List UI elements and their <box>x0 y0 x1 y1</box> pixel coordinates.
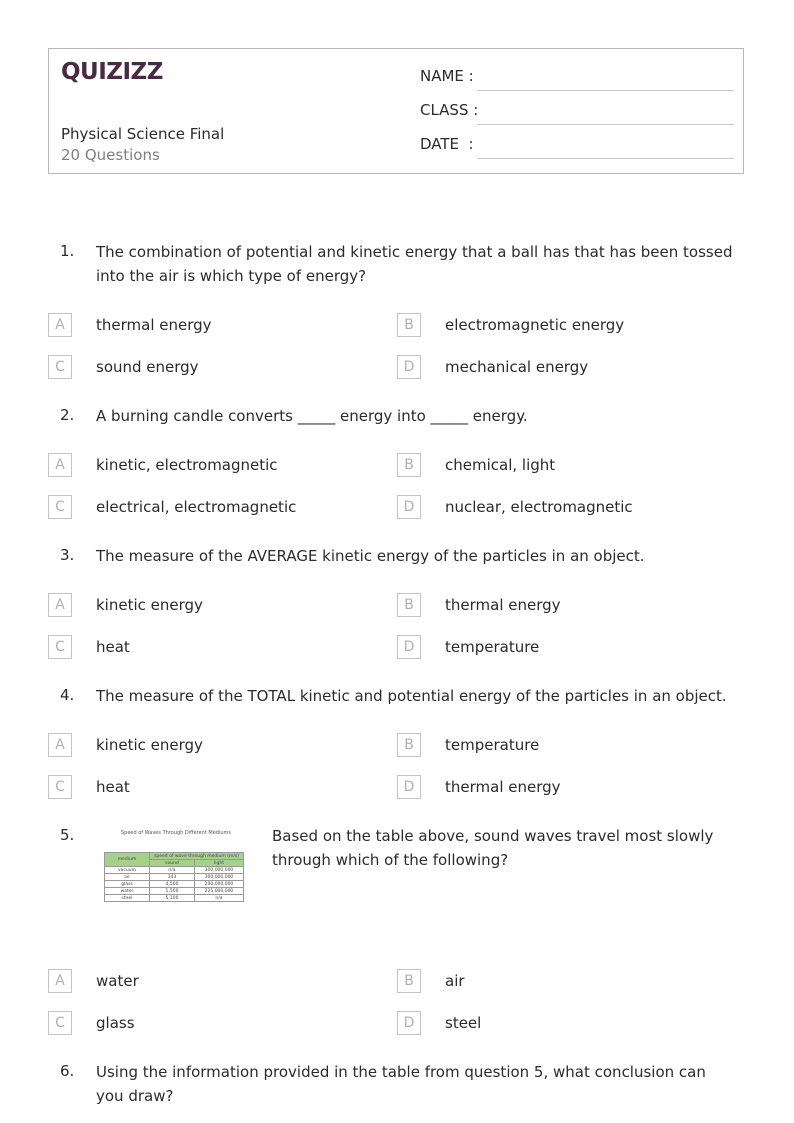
question-text: Based on the table above, sound waves travel most slowly through which of the following? <box>272 827 714 869</box>
option-b-box[interactable]: B <box>397 733 421 757</box>
table-cell: 5,100 <box>150 895 195 902</box>
question-text: Using the information provided in the table from question 5, what conclusion can you draw? <box>96 1063 706 1105</box>
name-field[interactable] <box>420 67 734 91</box>
class-field[interactable] <box>420 101 734 125</box>
name-line <box>477 90 734 91</box>
table-cell: 4,500 <box>150 881 195 888</box>
table-row <box>105 867 244 874</box>
option-a-text: kinetic, electromagnetic <box>96 456 278 474</box>
table-cell: n/a <box>195 895 244 902</box>
date-line <box>477 158 734 159</box>
table-header: sound <box>150 860 195 867</box>
option-c-text: electrical, electromagnetic <box>96 498 297 516</box>
option-b-text: chemical, light <box>445 456 556 474</box>
option-b-text: thermal energy <box>445 596 561 614</box>
option-b-text: air <box>445 972 465 990</box>
option-c-text: heat <box>96 778 130 796</box>
option-a-box[interactable]: A <box>48 969 72 993</box>
name-label: NAME : <box>420 67 474 85</box>
option-d-box[interactable]: D <box>397 775 421 799</box>
option-a-box[interactable]: A <box>48 733 72 757</box>
question-text: The measure of the TOTAL kinetic and potential energy of the particles in an object. <box>96 687 727 705</box>
table-header: medium <box>105 853 150 867</box>
option-c-box[interactable]: C <box>48 355 72 379</box>
option-c-box[interactable]: C <box>48 775 72 799</box>
option-b-box[interactable]: B <box>397 453 421 477</box>
question-number: 4. <box>60 686 75 704</box>
option-c-box[interactable]: C <box>48 635 72 659</box>
table-cell: vacuum <box>105 867 150 874</box>
option-d-text: mechanical energy <box>445 358 589 376</box>
table-cell: water <box>105 888 150 895</box>
class-line <box>477 124 734 125</box>
question-number: 5. <box>60 826 75 844</box>
table-cell: air <box>105 874 150 881</box>
option-d-text: temperature <box>445 638 540 656</box>
table-header: speed of wave through medium (m/s) <box>150 853 244 860</box>
table-cell: steel <box>105 895 150 902</box>
worksheet-header <box>48 48 744 174</box>
date-label: DATE : <box>420 135 474 153</box>
quiz-title: Physical Science Final <box>61 125 225 143</box>
question-text: The combination of potential and kinetic energy that a ball has that has been tossed into the air is which type of energy? <box>96 243 733 285</box>
question-number: 1. <box>60 242 75 260</box>
option-a-box[interactable]: A <box>48 313 72 337</box>
table-cell: 1,500 <box>150 888 195 895</box>
option-d-box[interactable]: D <box>397 495 421 519</box>
table-row <box>105 888 244 895</box>
option-a-text: kinetic energy <box>96 596 203 614</box>
table-row <box>105 874 244 881</box>
question-number: 2. <box>60 406 75 424</box>
question-text: The measure of the AVERAGE kinetic energy of the particles in an object. <box>96 547 645 565</box>
table-title: Speed of Waves Through Different Mediums <box>120 830 232 836</box>
question-number: 6. <box>60 1062 75 1080</box>
quizizz-logo: QUIZIZZ <box>61 59 163 85</box>
option-d-text: thermal energy <box>445 778 561 796</box>
option-c-text: sound energy <box>96 358 199 376</box>
option-d-box[interactable]: D <box>397 635 421 659</box>
table-cell: 300,000,000 <box>195 867 244 874</box>
option-d-text: steel <box>445 1014 482 1032</box>
option-b-text: temperature <box>445 736 540 754</box>
wave-speed-table <box>104 852 244 902</box>
table-cell: 200,000,000 <box>195 881 244 888</box>
date-field[interactable] <box>420 135 734 159</box>
option-c-text: heat <box>96 638 130 656</box>
question-number: 3. <box>60 546 75 564</box>
table-cell: glass <box>105 881 150 888</box>
option-b-box[interactable]: B <box>397 313 421 337</box>
option-d-box[interactable]: D <box>397 1011 421 1035</box>
table-cell: 343 <box>150 874 195 881</box>
option-c-box[interactable]: C <box>48 495 72 519</box>
question-text: A burning candle converts _____ energy into _____ energy. <box>96 407 528 425</box>
table-cell: 225,000,000 <box>195 888 244 895</box>
table-row <box>105 895 244 902</box>
question-count: 20 Questions <box>61 146 160 164</box>
option-a-text: water <box>96 972 139 990</box>
class-label: CLASS : <box>420 101 479 119</box>
option-b-box[interactable]: B <box>397 593 421 617</box>
option-b-box[interactable]: B <box>397 969 421 993</box>
table-header: light <box>195 860 244 867</box>
option-a-text: kinetic energy <box>96 736 203 754</box>
table-row <box>105 881 244 888</box>
table-cell: n/a <box>150 867 195 874</box>
wave-speed-table-image <box>104 830 248 918</box>
option-a-text: thermal energy <box>96 316 212 334</box>
option-c-text: glass <box>96 1014 135 1032</box>
option-a-box[interactable]: A <box>48 593 72 617</box>
option-b-text: electromagnetic energy <box>445 316 625 334</box>
option-a-box[interactable]: A <box>48 453 72 477</box>
option-d-text: nuclear, electromagnetic <box>445 498 633 516</box>
option-c-box[interactable]: C <box>48 1011 72 1035</box>
option-d-box[interactable]: D <box>397 355 421 379</box>
table-cell: 300,000,000 <box>195 874 244 881</box>
